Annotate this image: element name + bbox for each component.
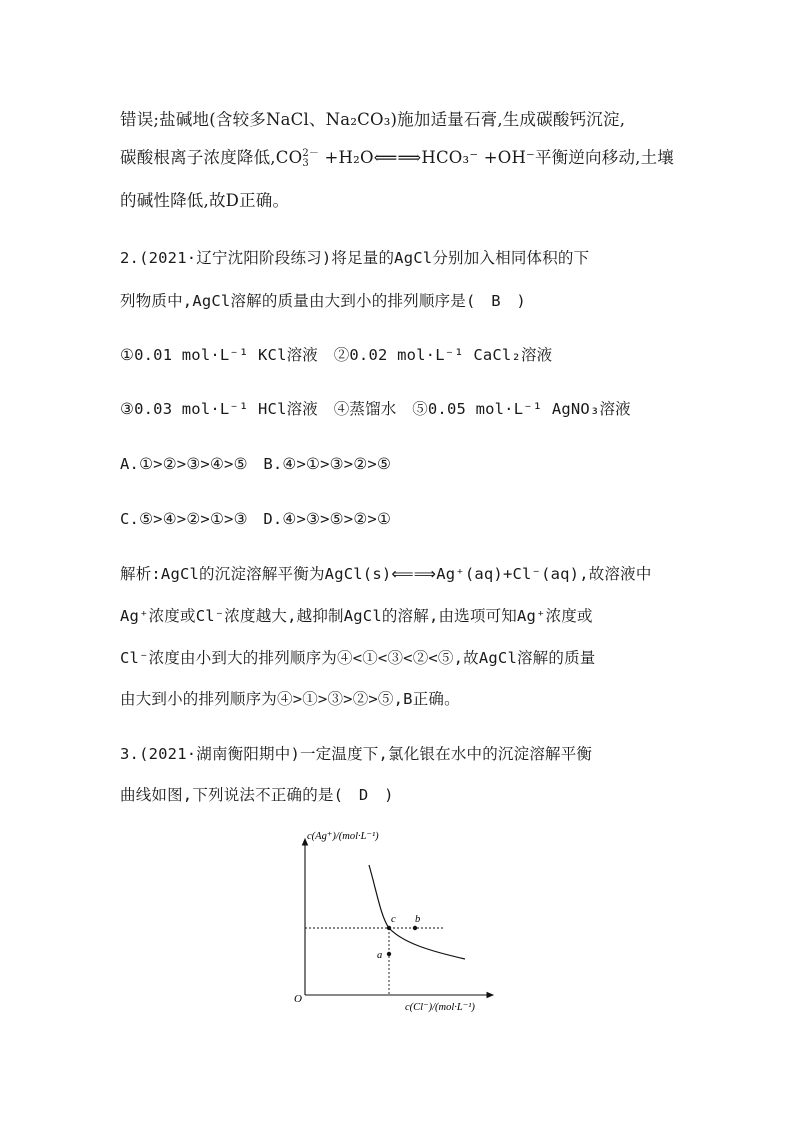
co3-formula: CO 2－ 3 bbox=[275, 147, 320, 169]
q2-option-line-2: ③0.03 mol·L⁻¹ HCl溶液 ④蒸馏水 ⑤0.05 mol·L⁻¹ AgNO₃溶液 bbox=[120, 400, 631, 418]
y-axis-label: c(Ag⁺)/(mol·L⁻¹) bbox=[307, 831, 379, 842]
point-b-label: b bbox=[415, 914, 421, 925]
point-b bbox=[413, 926, 417, 930]
q3-line-2: 曲线如图,下列说法不正确的是( D ) bbox=[120, 786, 394, 804]
q2-option-line-1: ①0.01 mol·L⁻¹ KCl溶液 ②0.02 mol·L⁻¹ CaCl₂溶液 bbox=[120, 346, 553, 364]
p1-line-1: 错误;盐碱地(含较多NaCl、Na₂CO₃)施加适量石膏,生成碳酸钙沉淀, bbox=[120, 110, 626, 129]
q2-analysis-3: Cl⁻浓度由小到大的排列顺序为④<①<③<②<⑤,故AgCl溶解的质量 bbox=[120, 649, 596, 667]
p1-line-2 bbox=[120, 146, 680, 170]
p1-line-3: 的碱性降低,故D正确。 bbox=[120, 191, 290, 210]
point-c bbox=[387, 926, 391, 930]
x-axis-label: c(Cl⁻)/(mol·L⁻¹) bbox=[405, 1002, 475, 1013]
q2-choices-ab: A.①>②>③>④>⑤ B.④>①>③>②>⑤ bbox=[120, 455, 392, 473]
point-a-label: a bbox=[377, 950, 383, 961]
point-c-label: c bbox=[391, 914, 396, 925]
point-a bbox=[387, 952, 391, 956]
q2-line-1: 2.(2021·辽宁沈阳阶段练习)将足量的AgCl分别加入相同体积的下 bbox=[120, 249, 590, 267]
q2-analysis-1: 解析:AgCl的沉淀溶解平衡为AgCl(s)⟸⟹Ag⁺(aq)+Cl⁻(aq),故溶液中 bbox=[120, 565, 652, 583]
q3-line-1: 3.(2021·湖南衡阳期中)一定温度下,氯化银在水中的沉淀溶解平衡 bbox=[120, 745, 593, 763]
p1-line-2-a: 碳酸根离子浓度降低, bbox=[120, 148, 276, 167]
solubility-curve-figure bbox=[285, 825, 515, 1020]
origin-label: O bbox=[294, 993, 302, 1005]
q2-analysis-4: 由大到小的排列顺序为④>①>③>②>⑤,B正确。 bbox=[120, 690, 460, 708]
q2-line-2: 列物质中,AgCl溶解的质量由大到小的排列顺序是( B ) bbox=[120, 292, 526, 310]
p1-line-2-b: +H₂O⟸⟹HCO₃⁻ +OH⁻平衡逆向移动,土壤 bbox=[319, 148, 674, 167]
equilibrium-curve bbox=[369, 865, 465, 959]
q2-choices-cd: C.⑤>④>②>①>③ D.④>③>⑤>②>① bbox=[120, 510, 392, 528]
q2-analysis-2: Ag⁺浓度或Cl⁻浓度越大,越抑制AgCl的溶解,由选项可知Ag⁺浓度或 bbox=[120, 607, 593, 625]
